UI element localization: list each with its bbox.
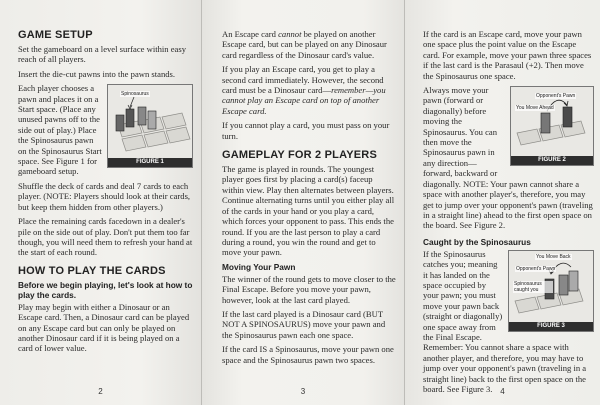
moving-paragraph-3: If the card IS a Spinosaurus, move your pawn one space and the Spinosaurus pawn two spaces. [222,344,394,365]
page-number-4: 4 [500,387,505,396]
figure-3 [508,250,594,332]
figure-3-caption: FIGURE 3 [509,322,593,331]
page-4 [405,0,600,405]
caught-subheading: Caught by the Spinosaurus [423,236,531,247]
escape-paragraph-2: If you play an Escape card, you get to play a second card immediately. However, the second card must be a Dinosaur card—remember—you cannot play an Escape card on top of another Escape card. [222,64,386,116]
figure-2-label-move: You Move Ahead [516,105,554,112]
pass-paragraph: If you cannot play a card, you must pass on your turn. [222,120,390,141]
page-2 [0,0,201,405]
escape-move-paragraph: If the card is an Escape card, move your pawn one space plus the point value on the Escape card. For example, move your pawn three spaces if the last card is the Parasaul (+2). Then move the Spinosaurus one space. [423,29,592,81]
heading-how-to-play-cards: HOW TO PLAY THE CARDS [18,264,166,277]
page-3 [202,0,404,405]
caught-paragraph: If the Spinosaurus catches you; meaning it has landed on the space occupied by your pawn; you must move your pawn back (straight or diagonally) one space away from the Final Escape. Remember: You cannot share a space with another player, and therefore, you may have to jump over your opponent's pawn (traveling in a straight line) back to the first open space on the board. See Figure 3. [423,248,587,394]
cards-paragraph-1: Play may begin with either a Dinosaur or an Escape card. Then, a Dinosaur card can be played on any Escape card but can only be played on another Dinosaur card if it is being played on a card of lower value. [18,301,190,354]
setup-paragraph-5: Place the remaining cards facedown in a dealer's pile on the side out of play. Don't put them too far though, you will need them to refresh your hand at the start of each round. [18,216,193,258]
escape-paragraph-1: An Escape card cannot be played on another Escape card, but can be played on any Dinosaur card regardless of the Dinosaur card's value. [222,29,387,60]
moving-pawn-subheading: Moving Your Pawn [222,261,296,272]
figure-2-caption: FIGURE 2 [511,156,593,165]
figure-3-label-opponent: Opponent's Pawn [516,265,556,272]
heading-gameplay-2-players: GAMEPLAY FOR 2 PLAYERS [222,149,377,162]
moving-paragraph-1: The winner of the round gets to move closer to the Final Escape. Before you move your pawn, however, look at the last card played. [222,273,396,305]
setup-paragraph-2: Insert the die-cut pawns into the pawn stands. [18,68,176,79]
figure-3-label-caught: Spinosaurus caught you [513,281,553,293]
figure-1-label: Spinosaurus [121,91,149,98]
page-number-2: 2 [98,387,103,396]
setup-paragraph-4: Shuffle the deck of cards and deal 7 cards to each player. (NOTE: Players should look at their cards, but keep them hidden from other players.) [18,180,191,212]
figure-2 [510,86,594,166]
heading-game-setup: GAME SETUP [18,29,93,41]
moving-paragraph-2: If the last card played is a Dinosaur card (BUT NOT A SPINOSAURUS) move your pawn and the Spinosaurus pawn each one space. [222,308,386,340]
cards-subheading: Before we begin playing, let's look at how to play the cards. [18,279,193,300]
setup-paragraph-1: Set the gameboard on a level surface within easy reach of all players. [18,44,186,65]
figure-1 [107,84,193,168]
figure-1-caption: FIGURE 1 [108,158,192,167]
figure-3-label-back: You Move Back [536,253,571,260]
setup-paragraph-3: Each player chooses a pawn and places it on a Start space. (Place any unused pawns off to the side out of play.) Place the Spinosaurus pawn on the Spinosaurus Start space. See Figure 1 for gameboard setup. [18,83,102,177]
page-number-3: 3 [300,387,306,396]
figure-2-label-opponent: Opponent's Pawn [536,93,576,100]
gameplay-paragraph: The game is played in rounds. The youngest player goes first by placing a card(s) faceup within view. Play then alternates between players. Continue alternating turns until you either play all of the cards in your hand or you play a card, which forces your opponent to pass. This ends the round. If you are the last person to play a card during a round, you win the round and get to move your pawn. [222,164,395,258]
move-rules-paragraph: Always move your pawn (forward or diagonally) before moving the Spinosaurus. You can then move the Spinosaurus pawn in any direction—forward, backward or diagonally. NOTE: Your pawn cannot share a space with another player's, therefore, you may get to jump over your opponent's pawn (traveling in a straight line) ahead to the first open space on the board. See Figure 2. [423,85,593,231]
